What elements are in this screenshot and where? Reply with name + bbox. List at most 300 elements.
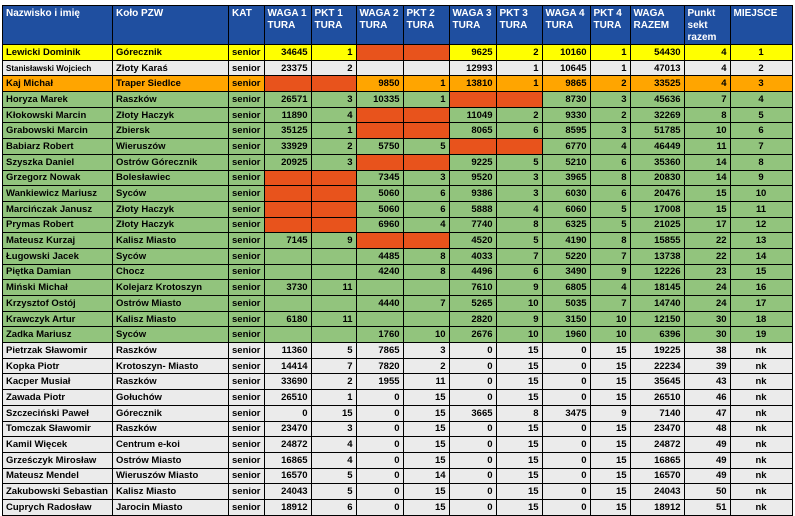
cell-name: Lewicki Dominik bbox=[3, 45, 113, 61]
cell-points-4: 4 bbox=[590, 280, 630, 296]
cell-category: senior bbox=[229, 45, 265, 61]
cell-weight-2: 7345 bbox=[356, 170, 403, 186]
cell-name: Cuprych Radosław bbox=[3, 499, 113, 515]
cell-weight-1: 24043 bbox=[264, 484, 311, 500]
cell-sector-points-total: 49 bbox=[684, 437, 730, 453]
cell-points-2 bbox=[403, 311, 449, 327]
column-header-weight-4: WAGA 4 TURA bbox=[542, 6, 590, 45]
cell-place: nk bbox=[730, 437, 792, 453]
cell-points-3: 7 bbox=[496, 248, 542, 264]
cell-name: Zakubowski Sebastian bbox=[3, 484, 113, 500]
column-header-weight-3: WAGA 3 TURA bbox=[449, 6, 496, 45]
cell-weight-3: 13810 bbox=[449, 76, 496, 92]
cell-weight-total: 20830 bbox=[630, 170, 684, 186]
cell-points-1: 15 bbox=[311, 405, 356, 421]
cell-sector-points-total: 4 bbox=[684, 76, 730, 92]
cell-weight-3: 12993 bbox=[449, 60, 496, 76]
cell-weight-2: 0 bbox=[356, 468, 403, 484]
cell-weight-4: 6325 bbox=[542, 217, 590, 233]
cell-points-2: 15 bbox=[403, 452, 449, 468]
cell-sector-points-total: 24 bbox=[684, 296, 730, 312]
cell-weight-total: 33525 bbox=[630, 76, 684, 92]
cell-points-4: 15 bbox=[590, 390, 630, 406]
cell-weight-4: 6805 bbox=[542, 280, 590, 296]
cell-place: nk bbox=[730, 390, 792, 406]
cell-points-3: 2 bbox=[496, 45, 542, 61]
cell-weight-total: 6396 bbox=[630, 327, 684, 343]
cell-name: Mateusz Mendel bbox=[3, 468, 113, 484]
cell-club: Zbiersk bbox=[113, 123, 229, 139]
cell-points-1: 9 bbox=[311, 233, 356, 249]
cell-name: Stanisławski Wojciech bbox=[3, 60, 113, 76]
cell-weight-total: 18912 bbox=[630, 499, 684, 515]
cell-name: Marcińczak Janusz bbox=[3, 201, 113, 217]
cell-points-3: 1 bbox=[496, 76, 542, 92]
cell-weight-2 bbox=[356, 107, 403, 123]
cell-name: Pietrzak Sławomir bbox=[3, 343, 113, 359]
cell-weight-2 bbox=[356, 311, 403, 327]
cell-club: Krotoszyn- Miasto bbox=[113, 358, 229, 374]
cell-place: 1 bbox=[730, 45, 792, 61]
cell-weight-total: 32269 bbox=[630, 107, 684, 123]
cell-weight-4: 4190 bbox=[542, 233, 590, 249]
cell-points-2: 15 bbox=[403, 499, 449, 515]
cell-weight-3: 4520 bbox=[449, 233, 496, 249]
cell-points-4: 15 bbox=[590, 421, 630, 437]
cell-weight-4: 6030 bbox=[542, 186, 590, 202]
cell-name: Zawada Piotr bbox=[3, 390, 113, 406]
column-header-name: Nazwisko i imię bbox=[3, 6, 113, 45]
cell-club: Ostrów Górecznik bbox=[113, 154, 229, 170]
column-header-place: MIEJSCE bbox=[730, 6, 792, 45]
cell-weight-4: 0 bbox=[542, 437, 590, 453]
cell-points-1: 5 bbox=[311, 343, 356, 359]
cell-sector-points-total: 7 bbox=[684, 92, 730, 108]
cell-club: Kalisz Miasto bbox=[113, 484, 229, 500]
table-row bbox=[3, 264, 793, 280]
table-row bbox=[3, 154, 793, 170]
column-header-points-3: PKT 3 TURA bbox=[496, 6, 542, 45]
cell-weight-2 bbox=[356, 60, 403, 76]
cell-club: Gołuchów bbox=[113, 390, 229, 406]
cell-club: Górecznik bbox=[113, 405, 229, 421]
cell-club: Złoty Haczyk bbox=[113, 201, 229, 217]
cell-category: senior bbox=[229, 248, 265, 264]
cell-club: Jarocin Miasto bbox=[113, 499, 229, 515]
cell-points-2: 11 bbox=[403, 374, 449, 390]
table-row bbox=[3, 499, 793, 515]
cell-category: senior bbox=[229, 358, 265, 374]
cell-points-3: 9 bbox=[496, 311, 542, 327]
cell-points-2: 5 bbox=[403, 139, 449, 155]
cell-weight-3: 2676 bbox=[449, 327, 496, 343]
cell-weight-4: 0 bbox=[542, 421, 590, 437]
cell-category: senior bbox=[229, 201, 265, 217]
cell-weight-1 bbox=[264, 170, 311, 186]
cell-points-4: 10 bbox=[590, 311, 630, 327]
column-header-points-4: PKT 4 TURA bbox=[590, 6, 630, 45]
cell-place: 6 bbox=[730, 123, 792, 139]
cell-weight-total: 12150 bbox=[630, 311, 684, 327]
cell-name: Ługowski Jacek bbox=[3, 248, 113, 264]
cell-weight-total: 46449 bbox=[630, 139, 684, 155]
cell-points-4: 15 bbox=[590, 358, 630, 374]
cell-points-1: 3 bbox=[311, 421, 356, 437]
cell-sector-points-total: 8 bbox=[684, 107, 730, 123]
cell-points-3: 9 bbox=[496, 280, 542, 296]
cell-points-2: 15 bbox=[403, 484, 449, 500]
cell-place: nk bbox=[730, 343, 792, 359]
cell-points-2: 1 bbox=[403, 92, 449, 108]
cell-weight-total: 19225 bbox=[630, 343, 684, 359]
table-row bbox=[3, 233, 793, 249]
cell-points-2 bbox=[403, 107, 449, 123]
cell-name: Mateusz Kurzaj bbox=[3, 233, 113, 249]
cell-club: Kalisz Miasto bbox=[113, 311, 229, 327]
cell-points-3: 15 bbox=[496, 374, 542, 390]
cell-weight-1 bbox=[264, 217, 311, 233]
cell-points-4: 15 bbox=[590, 374, 630, 390]
cell-sector-points-total: 22 bbox=[684, 233, 730, 249]
column-header-points-2: PKT 2 TURA bbox=[403, 6, 449, 45]
cell-points-2: 15 bbox=[403, 437, 449, 453]
cell-category: senior bbox=[229, 76, 265, 92]
cell-weight-2: 0 bbox=[356, 390, 403, 406]
cell-weight-total: 54430 bbox=[630, 45, 684, 61]
cell-weight-2 bbox=[356, 123, 403, 139]
cell-weight-2: 1760 bbox=[356, 327, 403, 343]
cell-points-1 bbox=[311, 201, 356, 217]
cell-category: senior bbox=[229, 327, 265, 343]
cell-points-3: 10 bbox=[496, 327, 542, 343]
cell-category: senior bbox=[229, 139, 265, 155]
cell-points-1 bbox=[311, 248, 356, 264]
cell-weight-3: 5888 bbox=[449, 201, 496, 217]
cell-weight-3: 7740 bbox=[449, 217, 496, 233]
cell-weight-4: 9865 bbox=[542, 76, 590, 92]
cell-place: 19 bbox=[730, 327, 792, 343]
cell-place: 3 bbox=[730, 76, 792, 92]
cell-points-4: 15 bbox=[590, 437, 630, 453]
cell-points-4: 7 bbox=[590, 296, 630, 312]
cell-points-2: 15 bbox=[403, 405, 449, 421]
cell-weight-4: 0 bbox=[542, 358, 590, 374]
cell-points-1: 11 bbox=[311, 280, 356, 296]
cell-points-1 bbox=[311, 76, 356, 92]
table-header bbox=[3, 6, 793, 45]
cell-category: senior bbox=[229, 390, 265, 406]
cell-name: Szczeciński Paweł bbox=[3, 405, 113, 421]
cell-weight-1 bbox=[264, 264, 311, 280]
cell-category: senior bbox=[229, 437, 265, 453]
cell-sector-points-total: 47 bbox=[684, 405, 730, 421]
cell-weight-3: 0 bbox=[449, 484, 496, 500]
cell-name: Wankiewicz Mariusz bbox=[3, 186, 113, 202]
cell-category: senior bbox=[229, 123, 265, 139]
cell-category: senior bbox=[229, 170, 265, 186]
cell-weight-2: 0 bbox=[356, 484, 403, 500]
cell-points-1: 2 bbox=[311, 60, 356, 76]
cell-points-4: 2 bbox=[590, 76, 630, 92]
cell-weight-1: 26571 bbox=[264, 92, 311, 108]
cell-weight-3: 8065 bbox=[449, 123, 496, 139]
cell-sector-points-total: 10 bbox=[684, 123, 730, 139]
cell-weight-3: 9386 bbox=[449, 186, 496, 202]
cell-name: Horyza Marek bbox=[3, 92, 113, 108]
cell-category: senior bbox=[229, 374, 265, 390]
cell-category: senior bbox=[229, 186, 265, 202]
cell-weight-2: 5060 bbox=[356, 186, 403, 202]
table-row bbox=[3, 107, 793, 123]
table-row bbox=[3, 405, 793, 421]
cell-points-3: 15 bbox=[496, 390, 542, 406]
cell-points-1: 1 bbox=[311, 45, 356, 61]
header-row bbox=[3, 6, 793, 45]
cell-weight-2: 4240 bbox=[356, 264, 403, 280]
cell-sector-points-total: 22 bbox=[684, 248, 730, 264]
cell-weight-1 bbox=[264, 186, 311, 202]
table-row bbox=[3, 358, 793, 374]
cell-weight-2: 0 bbox=[356, 452, 403, 468]
cell-name: Zadka Mariusz bbox=[3, 327, 113, 343]
cell-points-3: 1 bbox=[496, 60, 542, 76]
cell-points-2: 7 bbox=[403, 296, 449, 312]
cell-points-3: 15 bbox=[496, 484, 542, 500]
cell-points-2: 8 bbox=[403, 264, 449, 280]
table-row bbox=[3, 452, 793, 468]
cell-weight-4: 3490 bbox=[542, 264, 590, 280]
cell-weight-total: 12226 bbox=[630, 264, 684, 280]
cell-weight-3 bbox=[449, 92, 496, 108]
cell-weight-2: 0 bbox=[356, 421, 403, 437]
column-header-weight-2: WAGA 2 TURA bbox=[356, 6, 403, 45]
table-body bbox=[3, 45, 793, 516]
column-header-category: KAT bbox=[229, 6, 265, 45]
cell-weight-3: 0 bbox=[449, 374, 496, 390]
cell-points-4: 15 bbox=[590, 499, 630, 515]
table-row bbox=[3, 421, 793, 437]
cell-place: 8 bbox=[730, 154, 792, 170]
cell-category: senior bbox=[229, 499, 265, 515]
cell-points-3: 15 bbox=[496, 421, 542, 437]
cell-name: Piętka Damian bbox=[3, 264, 113, 280]
cell-category: senior bbox=[229, 264, 265, 280]
cell-weight-1: 23375 bbox=[264, 60, 311, 76]
cell-weight-total: 16570 bbox=[630, 468, 684, 484]
table-row bbox=[3, 280, 793, 296]
cell-weight-4: 10160 bbox=[542, 45, 590, 61]
cell-weight-3: 9225 bbox=[449, 154, 496, 170]
cell-weight-4: 5220 bbox=[542, 248, 590, 264]
cell-points-2 bbox=[403, 60, 449, 76]
cell-points-2: 15 bbox=[403, 421, 449, 437]
cell-points-1 bbox=[311, 327, 356, 343]
cell-weight-1 bbox=[264, 296, 311, 312]
cell-points-3: 15 bbox=[496, 437, 542, 453]
cell-weight-1 bbox=[264, 248, 311, 264]
cell-place: nk bbox=[730, 484, 792, 500]
cell-weight-4: 0 bbox=[542, 452, 590, 468]
cell-weight-3: 9625 bbox=[449, 45, 496, 61]
cell-points-3: 4 bbox=[496, 201, 542, 217]
cell-place: 11 bbox=[730, 201, 792, 217]
cell-points-1: 1 bbox=[311, 390, 356, 406]
cell-points-2 bbox=[403, 233, 449, 249]
cell-place: 4 bbox=[730, 92, 792, 108]
cell-weight-1: 35125 bbox=[264, 123, 311, 139]
table-row bbox=[3, 374, 793, 390]
cell-sector-points-total: 51 bbox=[684, 499, 730, 515]
cell-weight-1: 14414 bbox=[264, 358, 311, 374]
cell-club: Górecznik bbox=[113, 45, 229, 61]
cell-points-1: 11 bbox=[311, 311, 356, 327]
cell-points-4: 15 bbox=[590, 452, 630, 468]
cell-points-2 bbox=[403, 45, 449, 61]
cell-category: senior bbox=[229, 405, 265, 421]
cell-sector-points-total: 43 bbox=[684, 374, 730, 390]
cell-points-1: 5 bbox=[311, 468, 356, 484]
cell-weight-3: 4496 bbox=[449, 264, 496, 280]
cell-points-3: 10 bbox=[496, 296, 542, 312]
cell-weight-1 bbox=[264, 327, 311, 343]
cell-points-2: 6 bbox=[403, 186, 449, 202]
cell-points-3 bbox=[496, 139, 542, 155]
cell-weight-4: 0 bbox=[542, 484, 590, 500]
cell-weight-2 bbox=[356, 154, 403, 170]
cell-sector-points-total: 4 bbox=[684, 45, 730, 61]
cell-points-2: 14 bbox=[403, 468, 449, 484]
cell-place: 16 bbox=[730, 280, 792, 296]
cell-sector-points-total: 49 bbox=[684, 468, 730, 484]
cell-sector-points-total: 23 bbox=[684, 264, 730, 280]
cell-weight-4: 9330 bbox=[542, 107, 590, 123]
cell-category: senior bbox=[229, 217, 265, 233]
cell-points-3: 8 bbox=[496, 217, 542, 233]
cell-name: Grzegorz Nowak bbox=[3, 170, 113, 186]
table-row bbox=[3, 311, 793, 327]
cell-points-4: 9 bbox=[590, 264, 630, 280]
cell-place: 10 bbox=[730, 186, 792, 202]
cell-place: nk bbox=[730, 499, 792, 515]
cell-weight-4: 0 bbox=[542, 499, 590, 515]
cell-weight-4: 10645 bbox=[542, 60, 590, 76]
cell-weight-total: 16865 bbox=[630, 452, 684, 468]
cell-weight-3: 0 bbox=[449, 468, 496, 484]
cell-weight-1: 34645 bbox=[264, 45, 311, 61]
cell-weight-2: 7820 bbox=[356, 358, 403, 374]
cell-weight-2 bbox=[356, 280, 403, 296]
cell-points-4: 6 bbox=[590, 154, 630, 170]
cell-name: Miński Michał bbox=[3, 280, 113, 296]
cell-weight-2: 0 bbox=[356, 499, 403, 515]
cell-weight-2: 5750 bbox=[356, 139, 403, 155]
cell-club: Wieruszów Miasto bbox=[113, 468, 229, 484]
table-row bbox=[3, 92, 793, 108]
cell-weight-total: 20476 bbox=[630, 186, 684, 202]
cell-sector-points-total: 14 bbox=[684, 170, 730, 186]
cell-points-3: 15 bbox=[496, 468, 542, 484]
cell-weight-total: 35360 bbox=[630, 154, 684, 170]
cell-sector-points-total: 46 bbox=[684, 390, 730, 406]
cell-weight-2: 10335 bbox=[356, 92, 403, 108]
cell-points-3: 15 bbox=[496, 343, 542, 359]
cell-place: nk bbox=[730, 452, 792, 468]
cell-place: 14 bbox=[730, 248, 792, 264]
cell-points-1: 3 bbox=[311, 154, 356, 170]
cell-weight-total: 26510 bbox=[630, 390, 684, 406]
cell-weight-4: 0 bbox=[542, 390, 590, 406]
cell-club: Raszków bbox=[113, 343, 229, 359]
cell-points-2: 4 bbox=[403, 217, 449, 233]
cell-sector-points-total: 50 bbox=[684, 484, 730, 500]
cell-club: Centrum e-koi bbox=[113, 437, 229, 453]
cell-points-1: 1 bbox=[311, 123, 356, 139]
cell-points-3: 15 bbox=[496, 452, 542, 468]
cell-weight-3: 0 bbox=[449, 452, 496, 468]
cell-sector-points-total: 15 bbox=[684, 201, 730, 217]
cell-category: senior bbox=[229, 452, 265, 468]
cell-category: senior bbox=[229, 484, 265, 500]
cell-weight-1: 16865 bbox=[264, 452, 311, 468]
cell-points-2: 3 bbox=[403, 170, 449, 186]
cell-category: senior bbox=[229, 154, 265, 170]
cell-weight-total: 24872 bbox=[630, 437, 684, 453]
cell-weight-4: 1960 bbox=[542, 327, 590, 343]
cell-sector-points-total: 14 bbox=[684, 154, 730, 170]
cell-points-2: 8 bbox=[403, 248, 449, 264]
cell-points-4: 10 bbox=[590, 327, 630, 343]
cell-points-4: 4 bbox=[590, 139, 630, 155]
cell-weight-2: 4440 bbox=[356, 296, 403, 312]
cell-weight-total: 13738 bbox=[630, 248, 684, 264]
cell-weight-1: 11360 bbox=[264, 343, 311, 359]
cell-weight-total: 15855 bbox=[630, 233, 684, 249]
cell-club: Ostrów Miasto bbox=[113, 296, 229, 312]
cell-category: senior bbox=[229, 280, 265, 296]
table-row bbox=[3, 60, 793, 76]
table-row bbox=[3, 170, 793, 186]
cell-weight-3: 4033 bbox=[449, 248, 496, 264]
cell-weight-3: 0 bbox=[449, 437, 496, 453]
cell-club: Ostrów Miasto bbox=[113, 452, 229, 468]
cell-club: Syców bbox=[113, 327, 229, 343]
table-row bbox=[3, 45, 793, 61]
cell-club: Złoty Haczyk bbox=[113, 217, 229, 233]
cell-weight-1: 0 bbox=[264, 405, 311, 421]
cell-weight-total: 22234 bbox=[630, 358, 684, 374]
cell-sector-points-total: 30 bbox=[684, 327, 730, 343]
cell-weight-total: 7140 bbox=[630, 405, 684, 421]
cell-category: senior bbox=[229, 343, 265, 359]
cell-sector-points-total: 48 bbox=[684, 421, 730, 437]
cell-points-3: 15 bbox=[496, 358, 542, 374]
table-row bbox=[3, 327, 793, 343]
table-row bbox=[3, 76, 793, 92]
cell-sector-points-total: 17 bbox=[684, 217, 730, 233]
cell-club: Złoty Karaś bbox=[113, 60, 229, 76]
cell-points-2: 6 bbox=[403, 201, 449, 217]
cell-sector-points-total: 39 bbox=[684, 358, 730, 374]
cell-sector-points-total: 49 bbox=[684, 452, 730, 468]
cell-weight-2: 5060 bbox=[356, 201, 403, 217]
cell-points-3: 3 bbox=[496, 186, 542, 202]
cell-weight-total: 47013 bbox=[630, 60, 684, 76]
cell-weight-4: 0 bbox=[542, 343, 590, 359]
table-row bbox=[3, 343, 793, 359]
cell-name: Grabowski Marcin bbox=[3, 123, 113, 139]
cell-category: senior bbox=[229, 107, 265, 123]
cell-weight-1: 6180 bbox=[264, 311, 311, 327]
